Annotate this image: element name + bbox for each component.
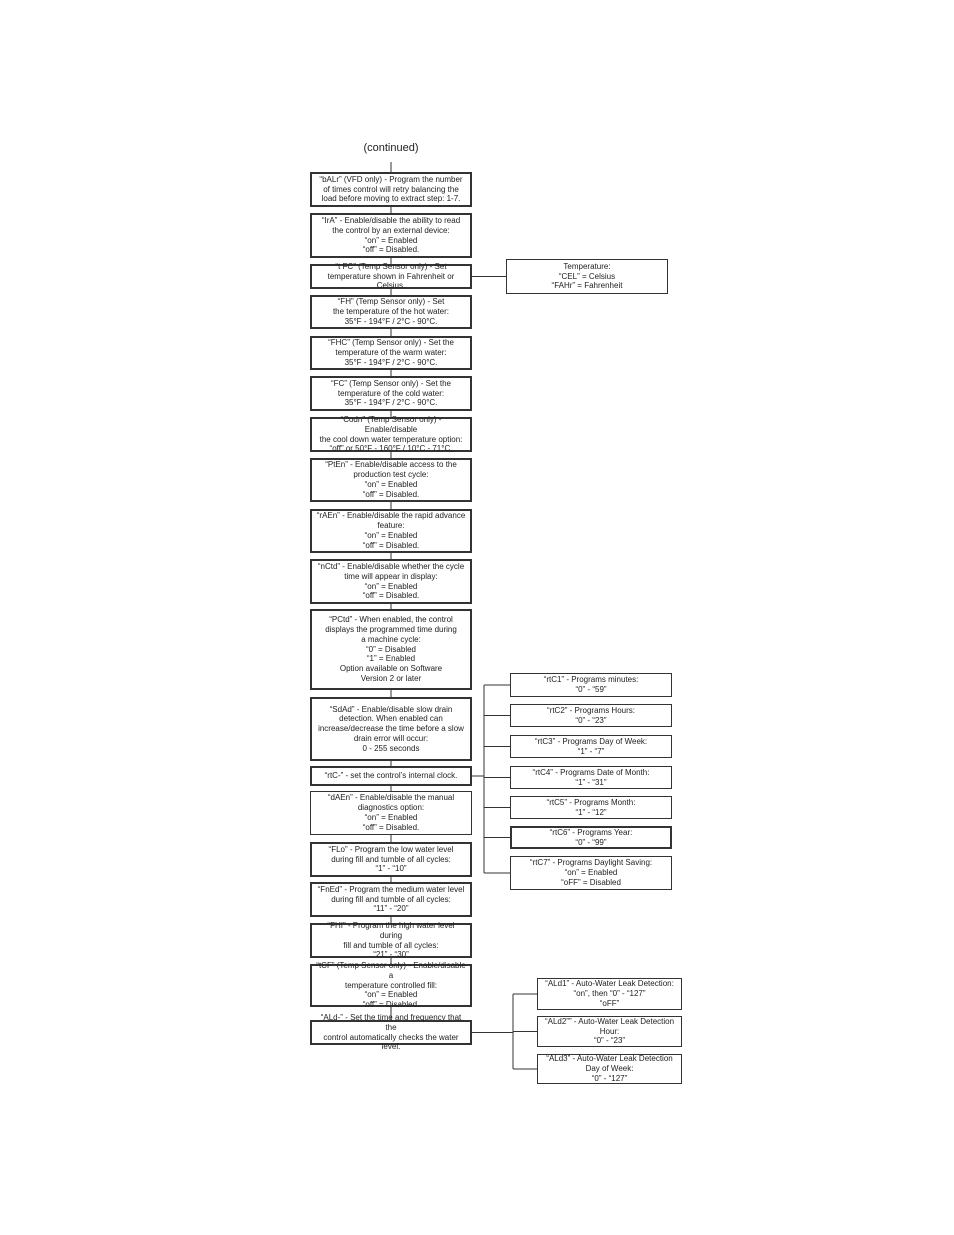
step-box-fhi-text: “FHI” - Program the high water level during fill and tumble of all cycles: “21” - “30” xyxy=(327,920,455,960)
clock-option-box-rtc2-text: “rtC2” - Programs Hours: “0” - “23” xyxy=(546,705,635,725)
leak-option-box-ald3 xyxy=(537,1054,682,1084)
leak-option-box-ald2-text: “ALd2”” - Auto-Water Leak Detection Hour: “0” - “23” xyxy=(544,1016,675,1046)
step-box-balr xyxy=(310,172,472,207)
step-box-fh xyxy=(310,295,472,329)
step-box-raen-text: “rAEn” - Enable/disable the rapid advance feature: “on” = Enabled “off” = Disabled. xyxy=(316,511,466,550)
leak-option-box-ald3-text: “ALd3” - Auto-Water Leak Detection Day of Week: “0” - “127” xyxy=(546,1054,673,1083)
step-box-fc xyxy=(310,376,472,411)
step-box-sdad-text: “SdAd” - Enable/disable slow drain detection. When enabled can increase/decrease the time before a slow drain error will occur: 0 - 255 seconds xyxy=(318,704,464,753)
clock-option-box-rtc3 xyxy=(510,735,672,758)
step-box-fned xyxy=(310,882,472,917)
step-box-fned-text: “FnEd” - Program the medium water level during fill and tumble of all cycles: “11” - “20” xyxy=(317,884,465,914)
clock-option-box-rtc5-text: “rtC5” - Programs Month: “1” - “12” xyxy=(546,797,636,817)
clock-option-box-rtc3-text: “rtC3” - Programs Day of Week: “1” - “7” xyxy=(534,736,648,756)
step-box-raen xyxy=(310,509,472,553)
step-box-rtc xyxy=(310,766,472,786)
step-box-pctd-text: “PCtd” - When enabled, the control displays the programmed time during a machine cycle: “0” = Disabled “1” = Enabled Option available on Software Version 2 or later xyxy=(325,615,457,683)
step-box-balr-text: “bALr” (VFD only) - Program the number of times control will retry balancing the load before moving to extract step: 1-7. xyxy=(319,174,463,204)
leak-option-box-ald1-text: “ALd1” - Auto-Water Leak Detection: “on”, then “0” - “127” “oFF” xyxy=(545,979,674,1008)
temperature-option-box xyxy=(506,259,668,294)
step-box-daen xyxy=(310,791,472,835)
step-box-tfc xyxy=(310,261,472,291)
step-box-daen-text: “dAEn” - Enable/disable the manual diagnostics option: “on” = Enabled “off” = Disabled. xyxy=(327,793,455,832)
step-box-flo xyxy=(310,842,472,877)
clock-option-box-rtc6-text: “rtC6” - Programs Year: “0” - “99” xyxy=(549,827,633,847)
step-box-sdad xyxy=(310,697,472,761)
clock-option-box-rtc5 xyxy=(510,796,672,819)
step-box-pten-text: “PtEn” - Enable/disable access to the production test cycle: “on” = Enabled “off” = Disabled. xyxy=(325,460,457,499)
step-box-codn xyxy=(310,414,472,454)
step-box-fc-text: “FC” (Temp Sensor only) - Set the temperature of the cold water: 35°F - 194°F / 2°C - 90°C. xyxy=(330,378,452,408)
step-box-fh-text: “FH” (Temp Sensor only) - Set the temperature of the hot water: 35°F - 194°F / 2°C - 90°C. xyxy=(332,297,450,326)
clock-option-box-rtc1 xyxy=(510,673,672,697)
clock-option-box-rtc6 xyxy=(510,826,672,849)
step-box-nctd-text: “nCtd” - Enable/disable whether the cycle time will appear in display: “on” = Enabled “off” = Disabled. xyxy=(317,561,465,601)
clock-option-box-rtc4 xyxy=(510,766,672,789)
clock-option-box-rtc1-text: “rtC1” - Programs minutes: “0” - “59” xyxy=(543,675,639,694)
leak-option-box-ald2 xyxy=(537,1016,682,1047)
step-box-ira xyxy=(310,213,472,258)
temperature-option-box-text: Temperature: “CEL” = Celsius “FAHr” = Fahrenheit xyxy=(551,261,623,291)
step-box-ald-text: “ALd-” - Set the time and frequency that the control automatically checks the water level. xyxy=(320,1012,462,1052)
leak-option-box-ald1 xyxy=(537,978,682,1010)
step-box-nctd xyxy=(310,559,472,604)
step-box-pctd xyxy=(310,609,472,690)
page-title: (continued) xyxy=(363,142,419,154)
step-box-fhc-text: “FHC” (Temp Sensor only) - Set the temperature of the warm water: 35°F - 194°F / 2°C - 90°C. xyxy=(328,338,454,367)
clock-option-box-rtc2 xyxy=(510,704,672,727)
clock-option-box-rtc7 xyxy=(510,856,672,890)
step-box-ald xyxy=(310,1012,472,1052)
step-box-flo-text: “FLo” - Program the low water level during fill and tumble of all cycles: “1” - “10” xyxy=(328,844,454,874)
step-box-fhi xyxy=(310,920,472,960)
step-box-fhc xyxy=(310,336,472,370)
step-box-tcf xyxy=(310,961,472,1010)
clock-option-box-rtc7-text: “rtC7” - Programs Daylight Saving: “on” = Enabled “oFF” = Disabled xyxy=(529,858,653,887)
step-box-pten xyxy=(310,458,472,502)
clock-option-box-rtc4-text: “rtC4” - Programs Date of Month: “1” - “31” xyxy=(532,767,650,787)
step-box-tcf-text: “tCF” (Temp Sensor only) - Enable/disable a temperature controlled fill: “on” = Enabled “off” = Disabled. xyxy=(316,961,466,1010)
step-box-ira-text: “IrA” - Enable/disable the ability to read the control by an external device: “on” = Enabled “off” = Disabled. xyxy=(321,215,461,255)
step-box-codn-text: “Codn” (Temp Sensor only) - Enable/disable the cool down water temperature option: “off” or 50°F - 160°F / 10°C - 71°C. xyxy=(319,414,463,454)
step-box-rtc-text: “rtC-” - set the control’s internal clock. xyxy=(324,771,458,781)
step-box-tfc-text: “t FC” (Temp Sensor only) - Set temperature shown in Fahrenheit or Celsius. xyxy=(327,261,455,291)
